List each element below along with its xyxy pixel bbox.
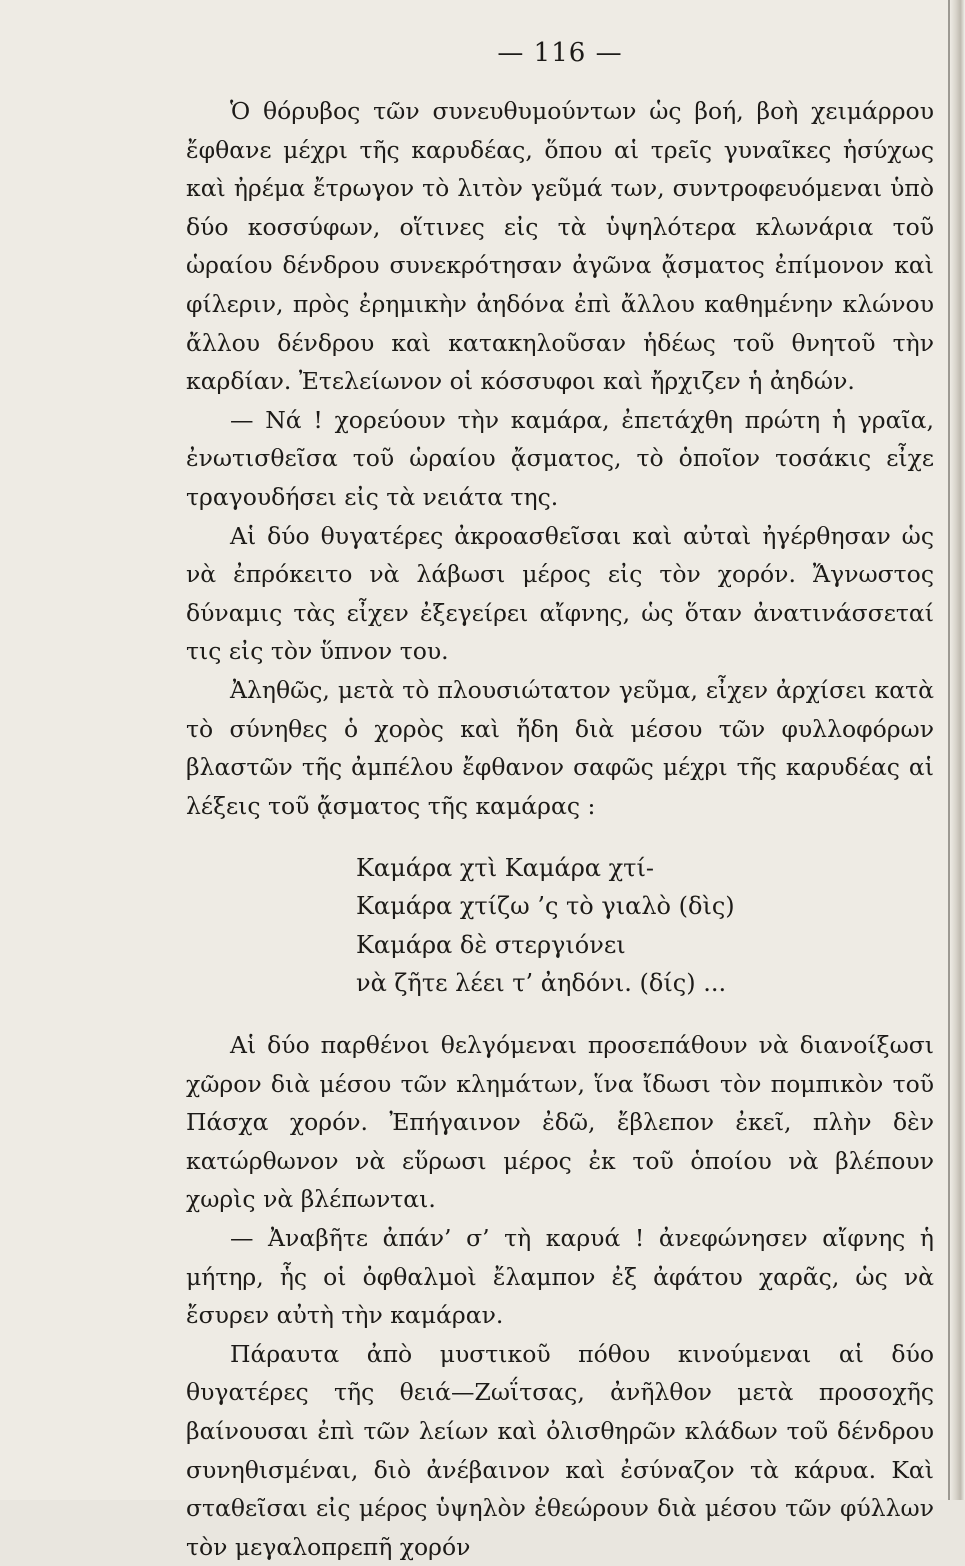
poem-line: Καμάρα δὲ στεργιόνει	[356, 930, 626, 959]
poem-verse	[356, 849, 934, 1002]
paragraph: Αἱ δύο θυγατέρες ἀκροασθεῖσαι καὶ αὐταὶ ἠγέρθησαν ὡς νὰ ἐπρόκειτο νὰ λάβωσι μέρος εἰς τὸν χορόν. Ἄγνωστος δύναμις τὰς εἶχεν ἐξεγείρει αἴφνης, ὡς ὅταν ἀνατινάσσεταί τις εἰς τὸν ὕπνον του.	[186, 521, 934, 666]
paragraph: Ὁ θόρυβος τῶν συνευθυμούντων ὡς βοή, βοὴ χειμάρρου ἔφθανε μέχρι τῆς καρυδέας, ὅπου αἱ τρεῖς γυναῖκες ἡσύχως καὶ ἠρέμα ἔτρωγον τὸ λιτὸν γεῦμά των, συντροφευόμεναι ὑπὸ δύο κοσσύφων, οἵτινες εἰς τὰ ὑψηλότερα κλωνάρια τοῦ ὡραίου δένδρου συνεκρότησαν ἀγῶνα ᾄσματος ἐπίμονον καὶ φίλεριν, πρὸς ἐρημικὴν ἀηδόνα ἐπὶ ἄλλου καθημένην κλώνου ἄλλου δένδρου καὶ κατακηλοῦσαν ἡδέως τοῦ θνητοῦ τὴν καρδίαν. Ἐτελείωνον οἱ κόσσυφοι καὶ ἤρχιζεν ἡ ἀηδών.	[186, 97, 934, 396]
poem-line: Καμάρα χτίζω ’ς τὸ γιαλὸ (δὶς)	[356, 892, 735, 921]
page-edge-shadow	[950, 0, 965, 1500]
paragraph: — Νά ! χορεύουν τὴν καμάρα, ἐπετάχθη πρώτη ἡ γραῖα, ἐνωτισθεῖσα τοῦ ὡραίου ᾄσματος, τὸ ὁποῖον τοσάκις εἶχε τραγουδήσει εἰς τὰ νειάτα της.	[186, 405, 934, 511]
paragraph: Αἱ δύο παρθένοι θελγόμεναι προσεπάθουν νὰ διανοίξωσι χῶρον διὰ μέσου τῶν κλημάτων, ἵνα ἴδωσι τὸν πομπικὸν τοῦ Πάσχα χορόν. Ἐπήγαινον ἐδῶ, ἔβλεπον ἐκεῖ, πλὴν δὲν κατώρθωνον νὰ εὕρωσι μέρος ἐκ τοῦ ὁποίου νὰ βλέπουν χωρὶς νὰ βλέπωνται.	[186, 1031, 934, 1214]
paragraph: Ἀληθῶς, μετὰ τὸ πλουσιώτατον γεῦμα, εἶχεν ἀρχίσει κατὰ τὸ σύνηθες ὁ χορὸς καὶ ἤδη διὰ μέσου τῶν φυλλοφόρων βλαστῶν τῆς ἀμπέλου ἔφθανον σαφῶς μέχρι τῆς καρυδέας αἱ λέξεις τοῦ ᾄσματος τῆς καμάρας :	[186, 675, 934, 820]
body-text	[186, 92, 934, 1566]
paragraph: — Ἀναβῆτε ἀπάν’ σ’ τὴ καρυά ! ἀνεφώνησεν αἴφνης ἡ μήτηρ, ἧς οἱ ὀφθαλμοὶ ἔλαμπον ἐξ ἀφάτου χαρᾶς, ὡς νὰ ἔσυρεν αὐτὴ τὴν καμάραν.	[186, 1224, 934, 1330]
paragraph: Πάραυτα ἀπὸ μυστικοῦ πόθου κινούμεναι αἱ δύο θυγατέρες τῆς θειά—Ζωΐτσας, ἀνῆλθον μετὰ προσοχῆς βαίνουσαι ἐπὶ τῶν λείων καὶ ὀλισθηρῶν κλάδων τοῦ δένδρου συνηθισμέναι, διὸ ἀνέβαινον καὶ ἐσύναζον τὰ κάρυα. Καὶ σταθεῖσαι εἰς μέρος ὑψηλὸν ἐθεώρουν διὰ μέσου τῶν φύλλων τὸν μεγαλοπρεπῆ χορόν	[186, 1339, 934, 1561]
poem-line: Καμάρα χτὶ Καμάρα χτί-	[356, 854, 654, 883]
page-number: — 116 —	[497, 38, 623, 68]
poem-line: νὰ ζῆτε λέει τ’ ἀηδόνι. (δίς) ...	[356, 968, 727, 997]
